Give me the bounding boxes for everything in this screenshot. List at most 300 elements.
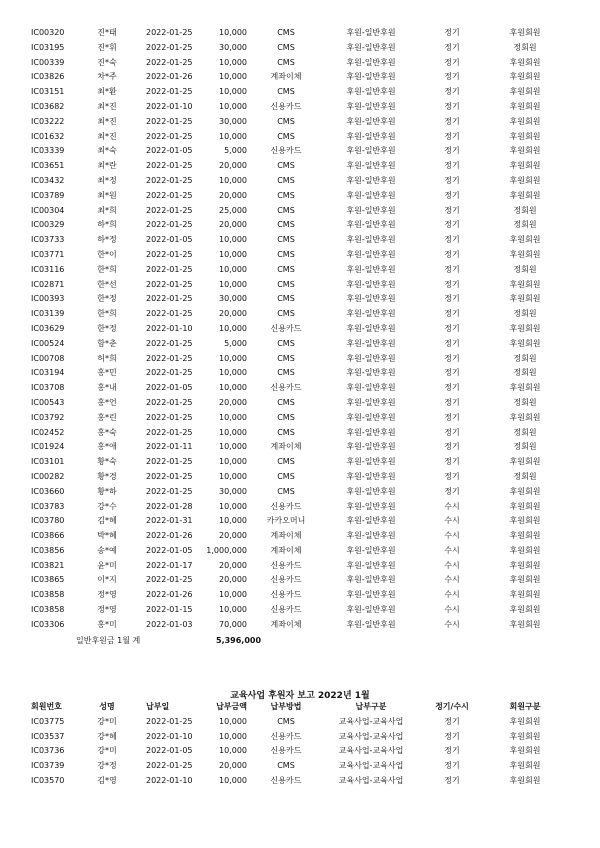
table-cell: 10,000	[219, 383, 247, 393]
table-cell: 교육사업-교육사업	[338, 761, 404, 771]
table-cell: 정기	[444, 42, 460, 52]
table-cell: 후원회원	[509, 146, 541, 156]
table-cell: 2022-01-10	[146, 323, 193, 333]
table-row	[20, 352, 580, 367]
table-cell: 후원-일반후원	[346, 116, 396, 126]
table-row	[20, 26, 580, 41]
table-cell: 후원-일반후원	[346, 397, 396, 407]
table-cell: IC03821	[31, 560, 65, 570]
column-header: 회원구분	[509, 702, 541, 711]
table-cell: 20,000	[219, 761, 247, 771]
table-cell: 정기	[444, 775, 460, 785]
table-cell: IC00524	[31, 338, 65, 348]
table-cell: 2022-01-25	[146, 457, 193, 467]
table-cell: 10,000	[219, 353, 247, 363]
table-row	[20, 514, 580, 529]
column-header: 납부일	[146, 702, 170, 711]
table-cell: 2022-01-26	[146, 72, 193, 82]
table-cell: 후원회원	[509, 190, 541, 200]
table-row	[20, 174, 580, 189]
table-cell: 한*정	[97, 323, 117, 333]
table-cell: 홍*미	[97, 619, 117, 629]
table-cell: 2022-01-25	[146, 486, 193, 496]
table-row	[20, 381, 580, 396]
table-cell: 10,000	[219, 368, 247, 378]
table-cell: 최*숙	[97, 146, 117, 156]
table-cell: 후원-일반후원	[346, 57, 396, 67]
table-cell: 후원회원	[509, 486, 541, 496]
table-cell: 홍*린	[97, 412, 117, 422]
table-cell: 정회원	[513, 220, 537, 230]
column-header: 정기/수시	[435, 702, 469, 711]
table-cell: 2022-01-03	[146, 619, 193, 629]
table-cell: IC03858	[31, 605, 65, 615]
table-cell: 10,000	[219, 28, 247, 37]
table-row	[20, 115, 580, 130]
table-cell: 후원-일반후원	[346, 575, 396, 585]
table-cell: 정회원	[513, 471, 537, 481]
column-header: 납부금액	[216, 702, 247, 711]
table-cell: 2022-01-31	[146, 516, 193, 526]
table-cell: CMS	[277, 57, 295, 67]
table-cell: 정기	[444, 353, 460, 363]
table-cell: CMS	[277, 279, 295, 289]
table-cell: 정기	[444, 412, 460, 422]
table-cell: 1,000,000	[206, 545, 247, 555]
table-cell: 수시	[444, 516, 460, 526]
table-cell: 최*진	[97, 131, 117, 141]
table-cell: 2022-01-25	[146, 87, 193, 97]
table-cell: 최*란	[97, 161, 117, 171]
table-row	[20, 307, 580, 322]
table-cell: 10,000	[219, 731, 247, 741]
table-cell: IC03858	[31, 590, 65, 600]
table-cell: 황*경	[97, 471, 117, 481]
column-header: 납부구분	[355, 702, 387, 711]
table-cell: 교육사업-교육사업	[338, 716, 404, 726]
table-cell: 후원회원	[509, 619, 541, 629]
table-cell: 정회원	[513, 427, 537, 437]
table-cell: 정기	[444, 87, 460, 97]
table-row	[20, 248, 580, 263]
table-cell: 후원-일반후원	[346, 338, 396, 348]
table-cell: 후원회원	[509, 101, 541, 111]
table-cell: 홍*내	[97, 383, 117, 393]
table-cell: IC03780	[31, 516, 65, 526]
table-cell: 신용카드	[270, 746, 302, 756]
table-cell: 정기	[444, 101, 460, 111]
table-cell: 신용카드	[270, 590, 302, 600]
table-cell: IC03736	[31, 746, 65, 756]
table-cell: 2022-01-10	[146, 101, 193, 111]
table-cell: CMS	[277, 220, 295, 230]
table-cell: 후원회원	[509, 116, 541, 126]
table-cell: 신용카드	[270, 383, 302, 393]
table-cell: 후원-일반후원	[346, 353, 396, 363]
table-cell: 10,000	[219, 57, 247, 67]
table-cell: 정*영	[97, 605, 117, 615]
table-cell: 2022-01-25	[146, 471, 193, 481]
table-cell: 2022-01-25	[146, 353, 193, 363]
table-cell: 수시	[444, 619, 460, 629]
table-cell: 10,000	[219, 516, 247, 526]
table-cell: 송*예	[97, 545, 117, 555]
table-cell: 허*희	[97, 353, 117, 363]
table-cell: 후원-일반후원	[346, 101, 396, 111]
table-cell: IC00339	[31, 57, 65, 67]
table-cell: 후원-일반후원	[346, 457, 396, 467]
table-cell: CMS	[277, 190, 295, 200]
table-row	[20, 85, 580, 100]
table-cell: CMS	[277, 471, 295, 481]
table-cell: 30,000	[219, 42, 247, 52]
table-row	[20, 588, 580, 603]
table-row	[20, 292, 580, 307]
table-cell: IC00329	[31, 220, 65, 230]
table-cell: 2022-01-25	[146, 427, 193, 437]
table-cell: 2022-01-10	[146, 775, 193, 785]
table-cell: 후원-일반후원	[346, 516, 396, 526]
table-cell: 10,000	[219, 101, 247, 111]
table-cell: 정기	[444, 761, 460, 771]
table-cell: 30,000	[219, 294, 247, 304]
table-cell: 차*주	[97, 72, 117, 82]
table-cell: 후원회원	[509, 161, 541, 171]
table-cell: 후원-일반후원	[346, 471, 396, 481]
table-row	[20, 278, 580, 293]
table-cell: 2022-01-05	[146, 746, 193, 756]
table-cell: IC03708	[31, 383, 65, 393]
table-cell: 후원회원	[509, 323, 541, 333]
table-cell: 정기	[444, 427, 460, 437]
table-cell: 한*이	[97, 249, 117, 259]
table-cell: 계좌이체	[270, 619, 302, 629]
table-cell: 후원회원	[509, 531, 541, 541]
table-cell: CMS	[277, 716, 295, 726]
table-cell: 2022-01-11	[146, 442, 193, 452]
table-cell: 후원-일반후원	[346, 190, 396, 200]
table-cell: 정기	[444, 294, 460, 304]
table-cell: 20,000	[219, 560, 247, 570]
table-row	[20, 744, 580, 759]
table-cell: IC00543	[31, 397, 65, 407]
table-cell: 카카오머니	[266, 516, 306, 526]
table-cell: 정기	[444, 190, 460, 200]
table-cell: 후원-일반후원	[346, 501, 396, 511]
table-cell: 황*숙	[97, 457, 117, 467]
table-row	[20, 500, 580, 515]
table-cell: 후원-일반후원	[346, 368, 396, 378]
table-cell: 2022-01-28	[146, 501, 193, 511]
table-cell: IC03570	[31, 775, 65, 785]
table-cell: 2022-01-25	[146, 338, 193, 348]
table-cell: 20,000	[219, 190, 247, 200]
table-cell: IC03432	[31, 175, 65, 185]
table-cell: 10,000	[219, 87, 247, 97]
table-cell: IC00304	[31, 205, 65, 215]
table-cell: 신용카드	[270, 775, 302, 785]
table-cell: 한*선	[97, 279, 117, 289]
table-cell: IC03856	[31, 545, 65, 555]
table-row	[20, 366, 580, 381]
table-row	[20, 559, 580, 574]
table-cell: 후원-일반후원	[346, 412, 396, 422]
table-cell: IC03194	[31, 368, 65, 378]
table-row	[20, 56, 580, 71]
table-cell: CMS	[277, 457, 295, 467]
table-cell: 신용카드	[270, 605, 302, 615]
table-cell: 이*지	[97, 575, 117, 585]
table-cell: 후원-일반후원	[346, 146, 396, 156]
table-cell: 정기	[444, 72, 460, 82]
table-row	[20, 41, 580, 56]
table-cell: 후원-일반후원	[346, 87, 396, 97]
table-cell: 후원회원	[509, 57, 541, 67]
table-cell: 신용카드	[270, 731, 302, 741]
table-cell: 정기	[444, 235, 460, 245]
table-cell: 정기	[444, 746, 460, 756]
table-row	[20, 144, 580, 159]
table-cell: 김*혜	[97, 516, 117, 526]
table-cell: 정기	[444, 471, 460, 481]
table-cell: 최*환	[97, 87, 117, 97]
table-cell: CMS	[277, 264, 295, 274]
table-cell: 후원-일반후원	[346, 323, 396, 333]
table-cell: 후원회원	[509, 383, 541, 393]
subtotal-amount: 5,396,000	[216, 635, 262, 645]
table-cell: 후원-일반후원	[346, 264, 396, 274]
table-cell: 강*정	[97, 761, 117, 771]
table-row	[20, 411, 580, 426]
table-cell: IC00320	[31, 28, 65, 37]
table-cell: 10,000	[219, 264, 247, 274]
table-cell: 2022-01-05	[146, 545, 193, 555]
table-cell: IC03865	[31, 575, 65, 585]
table-cell: 정회원	[513, 353, 537, 363]
table-row	[20, 130, 580, 145]
table-cell: 후원-일반후원	[346, 294, 396, 304]
table-cell: 정기	[444, 397, 460, 407]
table-cell: IC03866	[31, 531, 65, 541]
table-cell: 윤*미	[97, 560, 117, 570]
table-cell: 2022-01-25	[146, 412, 193, 422]
table-cell: 후원회원	[509, 338, 541, 348]
table-cell: 2022-01-25	[146, 249, 193, 259]
table-cell: CMS	[277, 175, 295, 185]
table-cell: 후원회원	[509, 279, 541, 289]
table-cell: 수시	[444, 501, 460, 511]
table-cell: 10,000	[219, 716, 247, 726]
table-cell: 최*진	[97, 116, 117, 126]
table-cell: 정기	[444, 731, 460, 741]
table-cell: 후원-일반후원	[346, 442, 396, 452]
subtotal-row	[20, 633, 580, 649]
general-donation-table	[20, 26, 580, 649]
table-cell: 2022-01-25	[146, 279, 193, 289]
table-cell: 정기	[444, 146, 460, 156]
table-cell: IC03783	[31, 501, 65, 511]
table-cell: 10,000	[219, 279, 247, 289]
column-header: 회원번호	[31, 702, 62, 711]
table-cell: 2022-01-25	[146, 309, 193, 319]
table-cell: 후원회원	[509, 731, 541, 741]
table-cell: 후원-일반후원	[346, 531, 396, 541]
table-cell: 황*하	[97, 486, 117, 496]
table-cell: 2022-01-25	[146, 575, 193, 585]
table-cell: 수시	[444, 575, 460, 585]
table-cell: 정기	[444, 309, 460, 319]
table-cell: 정기	[444, 368, 460, 378]
table-cell: 신용카드	[270, 575, 302, 585]
table-cell: 후원-일반후원	[346, 309, 396, 319]
table-cell: CMS	[277, 427, 295, 437]
table-cell: 정기	[444, 383, 460, 393]
table-cell: IC00282	[31, 471, 65, 481]
table-cell: 후원회원	[509, 516, 541, 526]
table-cell: 후원-일반후원	[346, 131, 396, 141]
table-cell: CMS	[277, 309, 295, 319]
table-cell: 2022-01-17	[146, 560, 193, 570]
table-cell: 2022-01-25	[146, 28, 193, 37]
table-cell: 정기	[444, 161, 460, 171]
table-cell: CMS	[277, 761, 295, 771]
table-cell: 후원회원	[509, 545, 541, 555]
table-cell: 후원-일반후원	[346, 220, 396, 230]
table-cell: 후원회원	[509, 746, 541, 756]
table-cell: 2022-01-05	[146, 383, 193, 393]
table-cell: 10,000	[219, 249, 247, 259]
table-cell: 후원-일반후원	[346, 560, 396, 570]
table-cell: 10,000	[219, 235, 247, 245]
table-cell: 5,000	[224, 338, 247, 348]
table-row	[20, 440, 580, 455]
table-cell: 신용카드	[270, 560, 302, 570]
table-cell: 2022-01-25	[146, 161, 193, 171]
table-cell: CMS	[277, 161, 295, 171]
table-cell: IC03629	[31, 323, 65, 333]
table-cell: 10,000	[219, 471, 247, 481]
table-cell: 최*원	[97, 190, 117, 200]
table-cell: 홍*애	[97, 442, 117, 452]
table-cell: 홍*민	[97, 368, 117, 378]
table-cell: 정회원	[513, 368, 537, 378]
table-cell: 10,000	[219, 175, 247, 185]
table-cell: IC03682	[31, 101, 65, 111]
table-row	[20, 204, 580, 219]
table-cell: 최*희	[97, 205, 117, 215]
table-cell: 20,000	[219, 575, 247, 585]
table-cell: CMS	[277, 294, 295, 304]
table-cell: 10,000	[219, 131, 247, 141]
table-cell: CMS	[277, 28, 295, 37]
table-cell: IC02452	[31, 427, 65, 437]
table-cell: 후원회원	[509, 412, 541, 422]
table-cell: IC03222	[31, 116, 65, 126]
table-cell: IC03826	[31, 72, 65, 82]
table-cell: 후원회원	[509, 605, 541, 615]
table-cell: 30,000	[219, 116, 247, 126]
table-cell: 후원-일반후원	[346, 175, 396, 185]
table-cell: IC03651	[31, 161, 65, 171]
table-cell: 강*수	[97, 501, 117, 511]
table-cell: 후원-일반후원	[346, 28, 396, 37]
table-cell: IC02871	[31, 279, 65, 289]
table-cell: CMS	[277, 249, 295, 259]
table-cell: 정기	[444, 264, 460, 274]
table-cell: 20,000	[219, 309, 247, 319]
table-cell: 정기	[444, 457, 460, 467]
table-cell: 후원-일반후원	[346, 279, 396, 289]
table-cell: 2022-01-25	[146, 368, 193, 378]
table-cell: 신용카드	[270, 146, 302, 156]
table-cell: 한*정	[97, 294, 117, 304]
table-row	[20, 573, 580, 588]
education-donation-table	[20, 700, 580, 789]
table-cell: 정기	[444, 249, 460, 259]
table-cell: 김*영	[97, 775, 117, 785]
table-cell: CMS	[277, 87, 295, 97]
table-cell: 10,000	[219, 457, 247, 467]
table-cell: 2022-01-25	[146, 205, 193, 215]
table-cell: 후원-일반후원	[346, 427, 396, 437]
table-cell: 계좌이체	[270, 531, 302, 541]
table-cell: 정회원	[513, 264, 537, 274]
table-cell: 정기	[444, 338, 460, 348]
table-cell: 정회원	[513, 205, 537, 215]
table-cell: 10,000	[219, 412, 247, 422]
table-cell: 신용카드	[270, 323, 302, 333]
table-cell: 수시	[444, 560, 460, 570]
table-row	[20, 603, 580, 618]
table-cell: 정*영	[97, 590, 117, 600]
table-cell: 한*희	[97, 309, 117, 319]
table-cell: 박*혜	[97, 531, 117, 541]
table-cell: 교육사업-교육사업	[338, 775, 404, 785]
table-cell: 10,000	[219, 501, 247, 511]
table-cell: 10,000	[219, 590, 247, 600]
table-cell: 후원회원	[509, 235, 541, 245]
table-row	[20, 455, 580, 470]
table-cell: 2022-01-05	[146, 235, 193, 245]
table-row	[20, 544, 580, 559]
table-cell: 20,000	[219, 397, 247, 407]
table-cell: 정기	[444, 220, 460, 230]
table-cell: 2022-01-25	[146, 264, 193, 274]
table-cell: IC03660	[31, 486, 65, 496]
table-cell: 2022-01-25	[146, 57, 193, 67]
table-cell: 정기	[444, 28, 460, 37]
table-cell: 후원-일반후원	[346, 383, 396, 393]
table-cell: 정기	[444, 279, 460, 289]
table-cell: 후원회원	[509, 590, 541, 600]
table-row	[20, 189, 580, 204]
table-row	[20, 100, 580, 115]
table-cell: IC01632	[31, 131, 65, 141]
table-cell: 정기	[444, 486, 460, 496]
table-cell: 수시	[444, 590, 460, 600]
table-cell: 2022-01-25	[146, 397, 193, 407]
table-row	[20, 70, 580, 85]
table-cell: 2022-01-25	[146, 131, 193, 141]
table-cell: 20,000	[219, 531, 247, 541]
table-cell: 후원-일반후원	[346, 235, 396, 245]
table-cell: 후원회원	[509, 761, 541, 771]
table-cell: 2022-01-25	[146, 42, 193, 52]
table-cell: 정기	[444, 57, 460, 67]
table-cell: 후원-일반후원	[346, 619, 396, 629]
table-cell: 20,000	[219, 220, 247, 230]
table-row	[20, 322, 580, 337]
